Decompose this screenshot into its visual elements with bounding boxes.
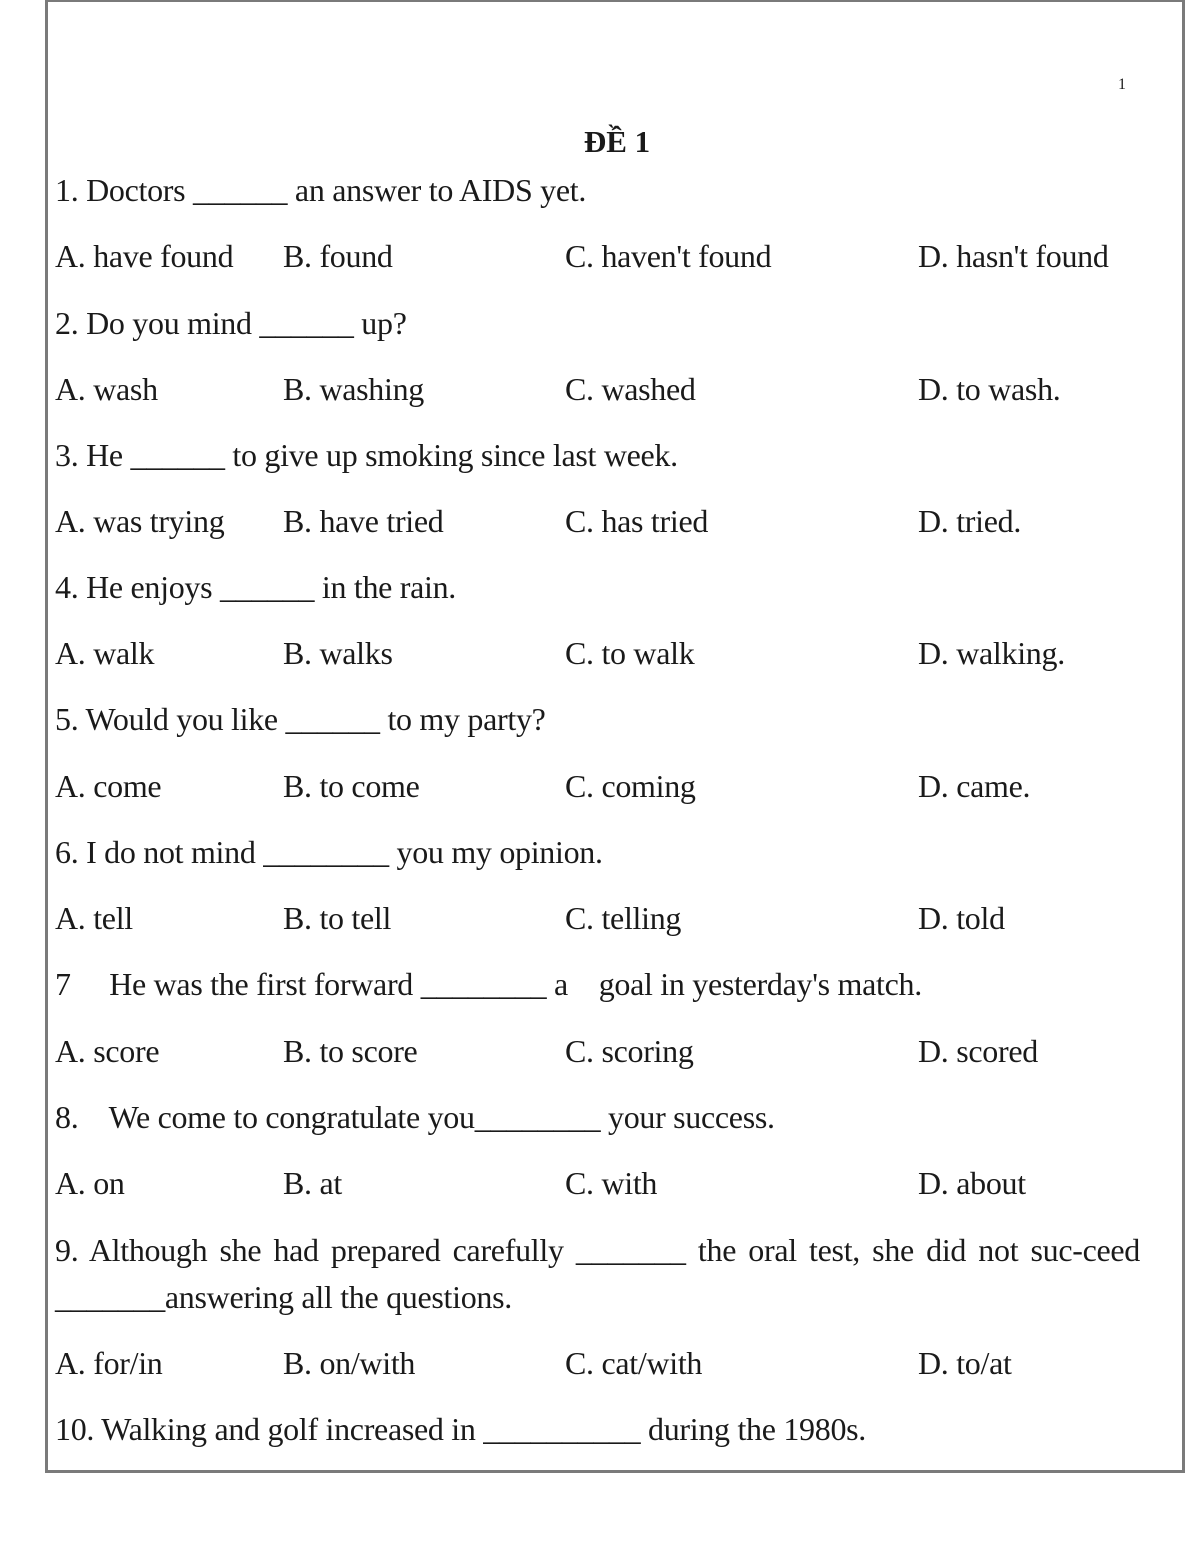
question-1-option-c: C. haven't found [565, 238, 772, 274]
question-2-option-c: C. washed [565, 371, 696, 407]
exam-title: ĐỀ 1 [583, 124, 651, 159]
question-8-option-a: A. on [55, 1165, 125, 1201]
question-3: 3. He ______ to give up smoking since last week. [55, 437, 678, 473]
question-3-option-a: A. was trying [55, 503, 225, 539]
question-4-option-c: C. to walk [565, 635, 695, 671]
question-5-option-d: D. came. [918, 768, 1031, 804]
question-9: 9. Although she had prepared carefully _______ the oral test, she did not suc-ceed _______answering all the questions. [55, 1232, 1140, 1315]
question-7-option-d: D. scored [918, 1033, 1038, 1069]
question-5-option-b: B. to come [283, 768, 420, 804]
question-5: 5. Would you like ______ to my party? [55, 701, 546, 737]
question-10: 10. Walking and golf increased in __________ during the 1980s. [55, 1411, 866, 1447]
question-3-option-b: B. have tried [283, 503, 444, 539]
question-9-option-c: C. cat/with [565, 1345, 703, 1381]
question-5-option-a: A. come [55, 768, 162, 804]
question-8-option-c: C. with [565, 1165, 658, 1201]
question-8-option-d: D. about [918, 1165, 1026, 1201]
question-8: 8. We come to congratulate you________ your success. [55, 1099, 775, 1135]
question-4-option-a: A. walk [55, 635, 155, 671]
question-7: 7 He was the first forward ________ a goal in yesterday's match. [55, 966, 922, 1002]
question-5-option-c: C. coming [565, 768, 696, 804]
question-7-option-b: B. to score [283, 1033, 418, 1069]
question-6: 6. I do not mind ________ you my opinion. [55, 834, 603, 870]
question-6-option-d: D. told [918, 900, 1005, 936]
question-9-option-a: A. for/in [55, 1345, 163, 1381]
question-1-option-b: B. found [283, 238, 393, 274]
question-4: 4. He enjoys ______ in the rain. [55, 569, 456, 605]
question-2: 2. Do you mind ______ up? [55, 305, 407, 341]
question-1-option-d: D. hasn't found [918, 238, 1109, 274]
question-2-option-d: D. to wash. [918, 371, 1061, 407]
question-6-option-b: B. to tell [283, 900, 392, 936]
question-3-option-c: C. has tried [565, 503, 709, 539]
question-4-option-b: B. walks [283, 635, 393, 671]
question-3-option-d: D. tried. [918, 503, 1022, 539]
question-8-option-b: B. at [283, 1165, 342, 1201]
question-1: 1. Doctors ______ an answer to AIDS yet. [55, 172, 587, 208]
question-2-option-b: B. washing [283, 371, 425, 407]
question-1-option-a: A. have found [55, 238, 234, 274]
question-2-option-a: A. wash [55, 371, 158, 407]
question-6-option-a: A. tell [55, 900, 133, 936]
question-6-option-c: C. telling [565, 900, 682, 936]
question-7-option-a: A. score [55, 1033, 160, 1069]
question-9-option-d: D. to/at [918, 1345, 1012, 1381]
question-4-option-d: D. walking. [918, 635, 1065, 671]
question-9-option-b: B. on/with [283, 1345, 416, 1381]
page-number: 1 [1118, 76, 1126, 93]
question-7-option-c: C. scoring [565, 1033, 694, 1069]
